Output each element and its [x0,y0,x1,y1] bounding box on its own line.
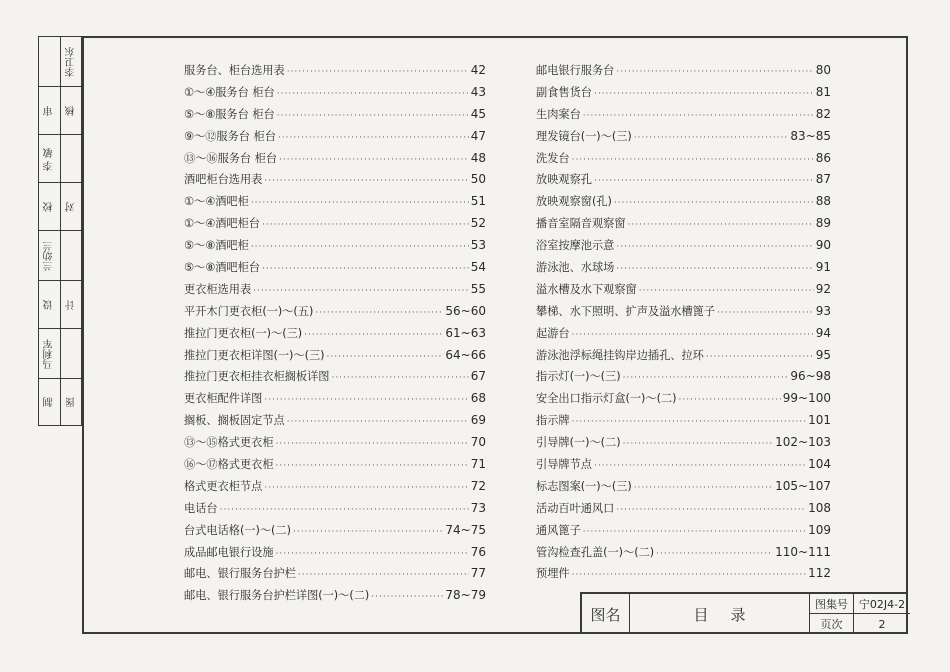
toc-entry-page: 110~111 [775,544,831,559]
toc-entry-title: 成品邮电银行设施 [184,545,274,559]
toc-leader-dots [293,527,443,537]
toc-entry-title: 邮电、银行服务台护栏详图(一)～(二) [184,589,370,603]
toc-leader-dots [594,461,806,471]
side-cell-8-left: 制 [44,397,55,407]
toc-entry-title: ⑤～⑧服务台 柜台 [184,107,275,121]
toc-entry-title: 引导牌节点 [536,458,592,472]
toc-entry-title: 安全出口指示灯盒(一)～(二) [536,392,677,406]
toc-entry-title: ⑨～⑫服务台 柜台 [184,129,276,143]
toc-entry [536,106,831,128]
toc-entry [184,478,486,500]
toc-entry [536,368,831,390]
toc-entry [536,171,831,193]
toc-entry-title: 格式更衣柜节点 [184,479,263,493]
toc-entry-title: 游泳池浮标绳挂钩岸边插孔、拉环 [536,348,704,362]
toc-entry [184,62,486,84]
side-cell-6 [39,281,81,329]
toc-entry-title: 起游台 [536,326,570,340]
toc-entry-page: 47 [470,128,486,143]
toc-entry-title: 更衣柜配件详图 [184,392,263,406]
toc-leader-dots [262,264,469,274]
toc-entry [184,368,486,390]
toc-entry-title: 浴室按摩池示意 [536,239,615,253]
toc-entry [184,193,486,215]
toc-entry-title: 更衣柜选用表 [184,282,252,296]
toc-entry-page: 88 [815,194,831,209]
toc-entry [536,193,831,215]
toc-leader-dots [572,417,807,427]
toc-entry [184,171,486,193]
side-cell-8-right: 图 [66,397,77,407]
toc-entry-title: ⑯～⑰格式更衣柜 [184,458,274,472]
toc-leader-dots [616,264,813,274]
toc-leader-dots [277,111,469,121]
toc-entry [536,215,831,237]
toc-leader-dots [639,286,814,296]
toc-entry-page: 48 [470,150,486,165]
side-cell-2-left: 审 [44,106,55,116]
toc-leader-dots [572,570,807,580]
toc-entry-title: 搁板、搁板固定节点 [184,414,285,428]
toc-entry-title: ①～④酒吧柜 [184,195,249,209]
toc-entry-page: 73 [470,500,486,515]
toc-entry-title: 活动百叶通风口 [536,501,615,515]
toc-entry-page: 99~100 [782,391,831,406]
toc-leader-dots [251,198,469,208]
toc-entry-title: 邮电、银行服务台护栏 [184,567,296,581]
toc-entry-page: 43 [470,84,486,99]
toc-entry [184,456,486,478]
toc-entry-title: ①～④服务台 柜台 [184,85,275,99]
toc-leader-dots [276,461,469,471]
toc-entry-title: 预埋件 [536,567,570,581]
toc-leader-dots [278,133,469,143]
toc-entry-page: 72 [470,478,486,493]
toc-entry-page: 61~63 [445,325,486,340]
toc-entry-page: 81 [815,84,831,99]
toc-entry-page: 102~103 [775,435,831,450]
toc-left-column [184,62,486,609]
toc-entry-title: ⑤～⑧酒吧柜台 [184,261,260,275]
toc-entry [184,128,486,150]
toc-leader-dots [628,220,814,230]
toc-leader-dots [220,505,469,515]
toc-entry-page: 53 [470,238,486,253]
toc-entry-page: 77 [470,566,486,581]
toc-leader-dots [315,308,443,318]
toc-leader-dots [264,483,468,493]
toc-entry-title: 邮电银行服务台 [536,64,615,77]
toc-entry [536,390,831,412]
toc-entry-title: 溢水槽及水下观察窗 [536,282,637,296]
toc-leader-dots [706,352,814,362]
side-cell-7-right [61,329,82,379]
toc-entry-page: 68 [470,391,486,406]
toc-entry-page: 105~107 [775,478,831,493]
toc-entry-title: 指示牌 [536,414,570,428]
toc-entry [536,434,831,456]
toc-entry [536,62,831,84]
toc-entry [184,565,486,587]
toc-entry [536,522,831,544]
toc-entry-title: 放映观察窗(孔) [536,195,612,209]
page-number-key: 页次 [810,614,854,634]
toc-entry [536,259,831,281]
toc-entry-title: 理发镜台(一)～(三) [536,129,632,143]
toc-entry-title: 引导牌(一)～(二) [536,436,621,450]
toc-leader-dots [331,373,468,383]
toc-entry [536,565,831,587]
side-cell-5 [39,231,81,281]
approval-side-panel [38,36,82,426]
toc-entry-page: 70 [470,435,486,450]
toc-leader-dots [616,67,813,77]
toc-entry [184,587,486,609]
toc-entry-title: 副食售货台 [536,85,592,99]
side-cell-4 [39,183,81,231]
toc-entry-title: 标志图案(一)～(三) [536,479,632,493]
toc-leader-dots [634,133,789,143]
toc-entry-page: 82 [815,106,831,121]
toc-leader-dots [298,570,469,580]
toc-leader-dots [572,155,814,165]
toc-leader-dots [623,439,774,449]
toc-entry-page: 74~75 [445,522,486,537]
toc-entry-title: 游泳池、水球场 [536,261,615,275]
toc-entry [184,281,486,303]
toc-leader-dots [264,176,468,186]
toc-leader-dots [614,198,814,208]
side-cell-3 [39,135,81,183]
side-cell-1-left [39,37,60,87]
toc-entry-title: ⑬～⑯服务台 柜台 [184,151,278,165]
toc-leader-dots [583,527,806,537]
toc-leader-dots [287,417,469,427]
toc-leader-dots [253,286,469,296]
toc-entry-page: 52 [470,216,486,231]
toc-leader-dots [616,505,806,515]
side-cell-6-right: 计 [66,300,77,310]
toc-entry [536,303,831,325]
toc-entry-title: 洗发台 [536,151,570,165]
toc-entry-page: 96~98 [790,369,831,384]
toc-leader-dots [276,439,469,449]
toc-entry-page: 83~85 [790,128,831,143]
toc-leader-dots [616,242,813,252]
side-cell-1 [39,37,81,87]
toc-entry-page: 64~66 [445,347,486,362]
toc-entry [184,434,486,456]
toc-entry-page: 56~60 [445,303,486,318]
toc-entry-page: 54 [470,260,486,275]
atlas-number-key: 图集号 [810,594,854,614]
side-cell-2-right: 核 [66,106,77,116]
toc-entry [184,106,486,128]
side-cell-3-right [61,135,82,183]
toc-entry [184,259,486,281]
toc-entry [536,478,831,500]
toc-entry-page: 89 [815,216,831,231]
toc-entry-title: 推拉门更衣柜详图(一)～(三) [184,348,325,362]
toc-right-column [536,62,831,587]
toc-entry-page: 71 [470,457,486,472]
atlas-number-row [810,594,910,614]
toc-entry [536,128,831,150]
toc-entry [536,500,831,522]
toc-entry-page: 92 [815,281,831,296]
toc-entry [184,522,486,544]
toc-leader-dots [264,395,468,405]
toc-entry-title: 酒吧柜台选用表 [184,173,263,187]
toc-entry-page: 86 [815,150,831,165]
toc-entry-title: 平开木门更衣柜(一)～(五) [184,304,314,318]
toc-entry [536,281,831,303]
toc-entry [184,150,486,172]
toc-leader-dots [623,373,789,383]
side-cell-4-right: 对 [66,202,77,212]
toc-leader-dots [594,89,814,99]
toc-entry-page: 109 [808,522,831,537]
toc-entry-page: 42 [470,63,486,77]
toc-entry [184,325,486,347]
toc-entry [536,84,831,106]
toc-entry-title: ⑤～⑧酒吧柜 [184,239,249,253]
toc-entry [184,84,486,106]
toc-entry-title: 推拉门更衣柜挂衣柜搁板详图 [184,370,330,384]
toc-entry-page: 108 [808,500,831,515]
side-cell-3-left: 李 敏 [44,147,55,171]
toc-entry-title: 电话台 [184,501,218,515]
toc-leader-dots [679,395,781,405]
side-cell-7 [39,329,81,379]
toc-entry-title: 指示灯(一)～(三) [536,370,621,384]
toc-entry-title: ①～④酒吧柜台 [184,217,260,231]
toc-entry-page: 104 [808,457,831,472]
side-cell-2 [39,87,81,135]
toc-leader-dots [279,155,469,165]
toc-entry [184,303,486,325]
toc-entry-page: 76 [470,544,486,559]
toc-entry-title: 播音室隔音观察窗 [536,217,626,231]
toc-entry [184,500,486,522]
side-cell-8 [39,379,81,425]
page-number-value: 2 [878,617,886,631]
toc-entry [536,544,831,566]
toc-entry [536,237,831,259]
toc-leader-dots [251,242,469,252]
toc-entry-page: 94 [815,325,831,340]
toc-entry [536,347,831,369]
toc-entry [536,325,831,347]
toc-leader-dots [594,176,814,186]
toc-entry [184,390,486,412]
toc-leader-dots [287,67,469,77]
side-cell-5-right [61,231,82,281]
toc-entry-page: 112 [808,566,831,581]
toc-entry-page: 50 [470,172,486,187]
toc-entry [184,347,486,369]
toc-entry-page: 91 [815,260,831,275]
side-cell-5-left: 兰幼兰 [44,241,55,271]
toc-leader-dots [262,220,469,230]
title-block-label: 图名 [582,594,630,634]
toc-entry-title: 通风篦子 [536,523,581,537]
toc-entry [536,150,831,172]
toc-entry-page: 93 [815,303,831,318]
toc-entry-title: 管沟检查孔盖(一)～(二) [536,545,655,559]
toc-entry-page: 87 [815,172,831,187]
side-cell-1-right: 李卫东 [66,47,77,77]
side-cell-6-left: 设 [44,300,55,310]
toc-entry [184,412,486,434]
title-block-title: 目录 [630,594,810,634]
side-cell-7-left: 马利军 [44,339,55,369]
toc-entry-page: 90 [815,238,831,253]
toc-leader-dots [304,330,443,340]
title-block [580,592,908,634]
toc-entry-title: 生肉案台 [536,107,581,121]
toc-leader-dots [572,330,814,340]
toc-entry [184,544,486,566]
toc-entry [536,412,831,434]
toc-leader-dots [634,483,773,493]
toc-entry-page: 55 [470,281,486,296]
toc-leader-dots [327,352,444,362]
toc-leader-dots [276,549,469,559]
toc-leader-dots [371,592,443,602]
toc-entry-title: ⑬～⑮格式更衣柜 [184,436,274,450]
atlas-number-value: 宁02J4-2 [858,598,906,611]
toc-leader-dots [583,111,814,121]
toc-leader-dots [277,89,469,99]
toc-entry [536,456,831,478]
toc-entry-page: 45 [470,106,486,121]
toc-entry-page: 69 [470,413,486,428]
toc-entry-title: 服务台、柜台选用表 [184,64,285,77]
toc-entry-title: 攀梯、水下照明、扩声及溢水槽篦子 [536,304,716,318]
toc-entry-title: 台式电话格(一)～(二) [184,523,291,537]
toc-entry-page: 101 [808,413,831,428]
toc-entry [184,237,486,259]
toc-entry-page: 67 [470,369,486,384]
toc-leader-dots [717,308,814,318]
toc-entry-title: 放映观察孔 [536,173,592,187]
toc-entry-page: 95 [815,347,831,362]
toc-entry-page: 80 [815,63,831,77]
toc-entry [184,215,486,237]
toc-entry-title: 推拉门更衣柜(一)～(三) [184,326,303,340]
side-cell-4-left: 校 [44,202,55,212]
toc-entry-page: 78~79 [445,588,486,603]
page-number-row [810,614,910,634]
toc-leader-dots [656,549,773,559]
toc-entry-page: 51 [470,194,486,209]
